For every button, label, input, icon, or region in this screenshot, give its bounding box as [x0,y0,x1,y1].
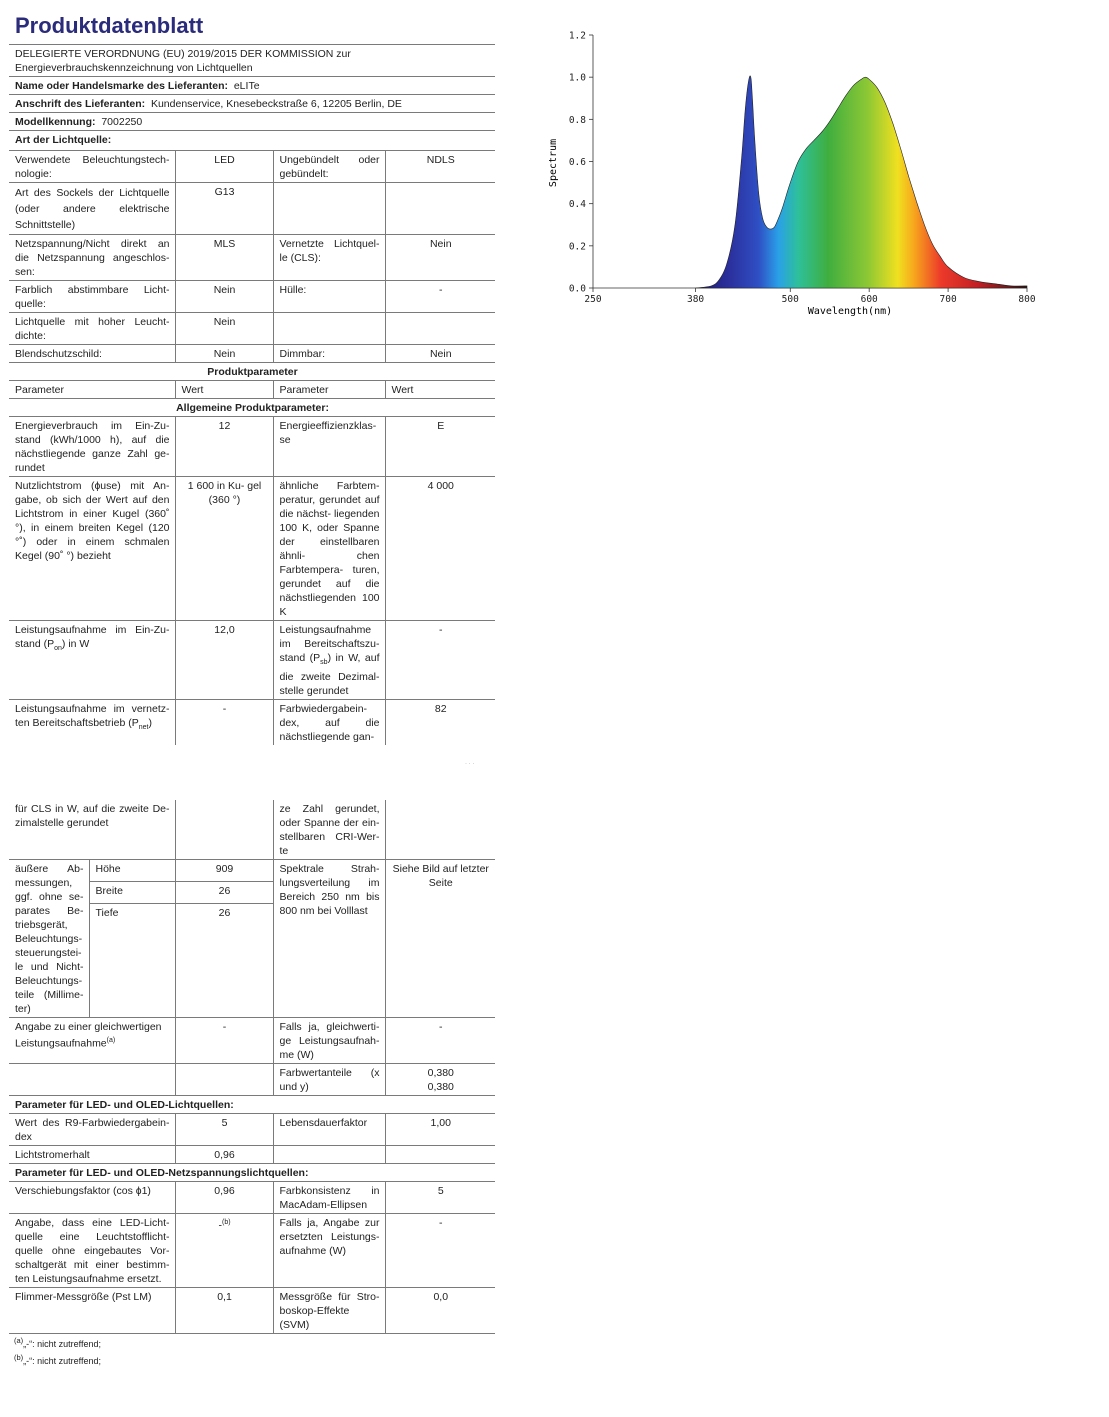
socket-value: G13 [175,183,273,235]
datasheet-table-1 [9,44,495,745]
x-tick-label: 600 [860,294,878,305]
flicker-label: Flimmer-Messgröße (Pst LM) [9,1288,175,1334]
spectrum-area [696,76,1027,288]
y-tick-label: 1.2 [568,30,586,42]
y-tick-label: 0.4 [568,199,586,211]
psb-value: - [385,621,495,700]
mains-label: Netzspannung/Nicht direkt an die Netzspannung angeschlos- sen: [9,235,175,281]
product-params-heading-row [9,363,495,381]
depth-label: Tiefe [89,904,175,1018]
y-tick-label: 0.8 [568,114,586,126]
cls-value: Nein [385,235,495,281]
equiv-power-label: Falls ja, gleichwerti- ge Leistungsaufnah- me (W) [273,1018,385,1064]
table-row [9,151,495,183]
eclass-label: Energieeffizienzklas- se [273,417,385,477]
antiglare-label: Blendschutzschild: [9,345,175,363]
table-row [9,235,495,281]
cri-value: 82 [385,700,495,746]
page-title: Produktdatenblatt [15,13,204,38]
replace-value: -$^{(b)}$ [175,1214,273,1288]
footnote-b: $^{(b)}$„-“: nicht zutreffend; [14,1353,102,1366]
x-tick-label: 380 [686,294,705,305]
y-tick-label: 0.0 [568,283,586,295]
tech-value: LED [175,151,273,183]
regulation-row [9,45,495,77]
flux-value: 1 600 in Ku- gel (360 °) [175,477,273,621]
survival-label: Lebensdauerfaktor [273,1114,385,1146]
dimmable-value: Nein [385,345,495,363]
x-tick-label: 700 [939,294,957,305]
svm-label: Messgröße für Stro- boskop-Effekte (SVM) [273,1288,385,1334]
general-heading-row [9,399,495,417]
dpf-value: 0,96 [175,1182,273,1214]
r9-value: 5 [175,1114,273,1146]
table-row [9,1064,495,1096]
x-tick-label: 500 [781,294,799,305]
y-tick-label: 1.0 [568,72,586,84]
pnet-value: - [175,700,273,746]
pon-value: 12,0 [175,621,273,700]
supplier-label: Name oder Handelsmarke des Lieferanten: [15,80,228,92]
pon-label: Leistungsaufnahme im Ein-Zu- stand $(P_{on})$ in W [9,621,175,700]
y-tick-label: 0.2 [568,241,586,253]
survival-value: 1,00 [385,1114,495,1146]
tunable-label: Farblich abstimmbare Licht- quelle: [9,281,175,313]
cri-label-cont: ze Zahl gerundet, oder Spanne der ein- stellbaren CRI-Wer- te [273,800,385,860]
equiv-label: Angabe zu einer gleichwertigen Leistungsaufnahme$^{(a)}$ [9,1018,175,1064]
supplier-row [9,77,495,95]
cri-label: Farbwiedergabein- dex, auf die nächstliegende gan- [273,700,385,746]
chroma-value [385,1064,495,1096]
dimensions-row-height [9,860,495,882]
address-label: Anschrift des Lieferanten: [15,98,146,110]
consistency-value: 5 [385,1182,495,1214]
tech-label: Verwendete Beleuchtungstech- nologie: [9,151,175,183]
x-tick-label: 800 [1018,294,1036,305]
address-value: Kundenservice, Knesebeckstraße 6, 12205 Berlin, DE [150,98,402,110]
address-row [9,95,495,113]
depth-value: 26 [175,904,273,1018]
table-row [9,313,495,345]
envelope-value: - [385,281,495,313]
table-row [9,1018,495,1064]
height-value: 909 [175,860,273,882]
mains-heading: Parameter für LED- und OLED-Netzspannungslichtquellen: [9,1164,495,1182]
dpf-label: Verschiebungsfaktor (cos ɸ1) [9,1182,175,1214]
hld-label: Lichtquelle mit hoher Leucht- dichte: [9,313,175,345]
mains-heading-row [9,1164,495,1182]
width-value: 26 [175,882,273,904]
y-axis-label: Spectrum [548,138,559,188]
flux-label: Nutzlichtstrom (ɸuse) mit An- gabe, ob sich der Wert auf den Lichtstrom in einer Kugel (360˚ °), in einem breiten Kegel (120 °˚) oder in einem schmalen Kegel (90˚ °) bezieht [9,477,175,621]
mains-value: MLS [175,235,273,281]
col-parameter-2: Parameter [273,381,385,399]
antiglare-value: Nein [175,345,273,363]
pnet-label: Leistungsaufnahme im vernetz- ten Bereitschaftsbetrieb $(P_{net})$ [9,700,175,746]
dims-label: äußere Ab- messungen, ggf. ohne se- parates Be- triebsgerät, Beleuchtungs- steuerungstei- le und Nicht- Beleuchtungs- teile (Millime- ter) [9,860,89,1018]
energy-label: Energieverbrauch im Ein-Zu- stand (kWh/1000 h), auf die nächstliegende ganze Zahl ge- rundet [9,417,175,477]
height-label: Höhe [89,860,175,882]
x-axis-label: Wavelength(nm) [807,306,893,317]
model-row [9,113,495,131]
cls-label: Vernetzte Lichtquel- le (CLS): [273,235,385,281]
replace-power-value: - [385,1214,495,1288]
table-row [9,417,495,477]
replace-power-label: Falls ja, Angabe zur ersetzten Leistungs- aufnahme (W) [273,1214,385,1288]
col-wert-1: Wert [175,381,273,399]
equiv-value: - [175,1018,273,1064]
chroma-y: 0,380 [427,1081,454,1093]
socket-label: Art des Sockels der Lichtquelle (oder andere elektrische Schnittstelle) [9,183,175,235]
replace-label: Angabe, dass eine LED-Licht- quelle eine Leuchtstofflicht- quelle ohne eingebautes Vor- schaltgerät mit einer bestimm- ten Leistungsaufnahme ersetzt. [9,1214,175,1288]
width-label: Breite [89,882,175,904]
table-row [9,800,495,860]
table-row [9,1214,495,1288]
col-wert-2: Wert [385,381,495,399]
chroma-label: Farbwertanteile (x und y) [273,1064,385,1096]
product-params-heading: Produktparameter [9,363,495,381]
consistency-label: Farbkonsistenz in MacAdam-Ellipsen [273,1182,385,1214]
column-header-row [9,381,495,399]
model-value: 7002250 [101,116,143,128]
psb-label: Leistungsaufnahme im Bereitschaftszu- stand $(P_{sb})$ in W, auf die zweite Dezimal- stelle gerundet [273,621,385,700]
svm-value: 0,0 [385,1288,495,1334]
regulation-line-1: DELEGIERTE VERORDNUNG (EU) 2019/2015 DER KOMMISSION zur [15,48,351,60]
table-row [9,183,495,235]
y-tick-label: 0.6 [568,157,586,168]
eclass-value: E [385,417,495,477]
type-heading-row [9,131,495,151]
spectral-label: Spektrale Strah- lungsverteilung im Bereich 250 nm bis 800 nm bei Volllast [273,860,385,1018]
equiv-power-value: - [385,1018,495,1064]
datasheet-table-2 [9,800,495,1334]
bundled-value: NDLS [385,151,495,183]
supplier-value: eLITe [233,80,260,92]
spectrum-chart [545,25,1045,325]
spectral-value: Siehe Bild auf letzter Seite [385,860,495,1018]
regulation-line-2: Energieverbrauchskennzeichnung von Lichtquellen [15,62,253,74]
type-heading: Art der Lichtquelle: [9,131,495,151]
footnote-a: $^{(a)}$„-“: nicht zutreffend; [14,1336,102,1349]
maint-label: Lichtstromerhalt [9,1146,175,1164]
tunable-value: Nein [175,281,273,313]
bundled-label: Ungebündelt oder gebündelt: [273,151,385,183]
envelope-label: Hülle: [273,281,385,313]
dimmable-label: Dimmbar: [273,345,385,363]
led-heading-row [9,1096,495,1114]
table-row [9,1288,495,1334]
maint-value: 0,96 [175,1146,273,1164]
general-heading: Allgemeine Produktparameter: [9,399,495,417]
datasheet-page-2 [9,800,495,1334]
table-row [9,345,495,363]
table-row [9,281,495,313]
pnet-label-cont: für CLS in W, auf die zweite De- zimalstelle gerundet [9,800,175,860]
energy-value: 12 [175,417,273,477]
chroma-x: 0,380 [427,1067,454,1079]
page-marker: · · · [465,761,475,767]
table-row [9,700,495,746]
led-heading: Parameter für LED- und OLED-Lichtquellen: [9,1096,495,1114]
table-row [9,1114,495,1146]
table-row [9,1146,495,1164]
col-parameter-1: Parameter [9,381,175,399]
model-label: Modellkennung: [15,116,96,128]
hld-value: Nein [175,313,273,345]
datasheet-page-1 [9,12,495,745]
x-tick-label: 250 [584,294,602,305]
r9-label: Wert des R9-Farbwiedergabein- dex [9,1114,175,1146]
flicker-value: 0,1 [175,1288,273,1334]
cct-label: ähnliche Farbtem- peratur, gerundet auf die nächst- liegenden 100 K, oder Spanne der einstellbaren ähnli- chen Farbtempera- turen, gerundet auf die nächstliegenden 100 K [273,477,385,621]
table-row [9,621,495,700]
cct-value: 4 000 [385,477,495,621]
table-row [9,1182,495,1214]
table-row [9,477,495,621]
